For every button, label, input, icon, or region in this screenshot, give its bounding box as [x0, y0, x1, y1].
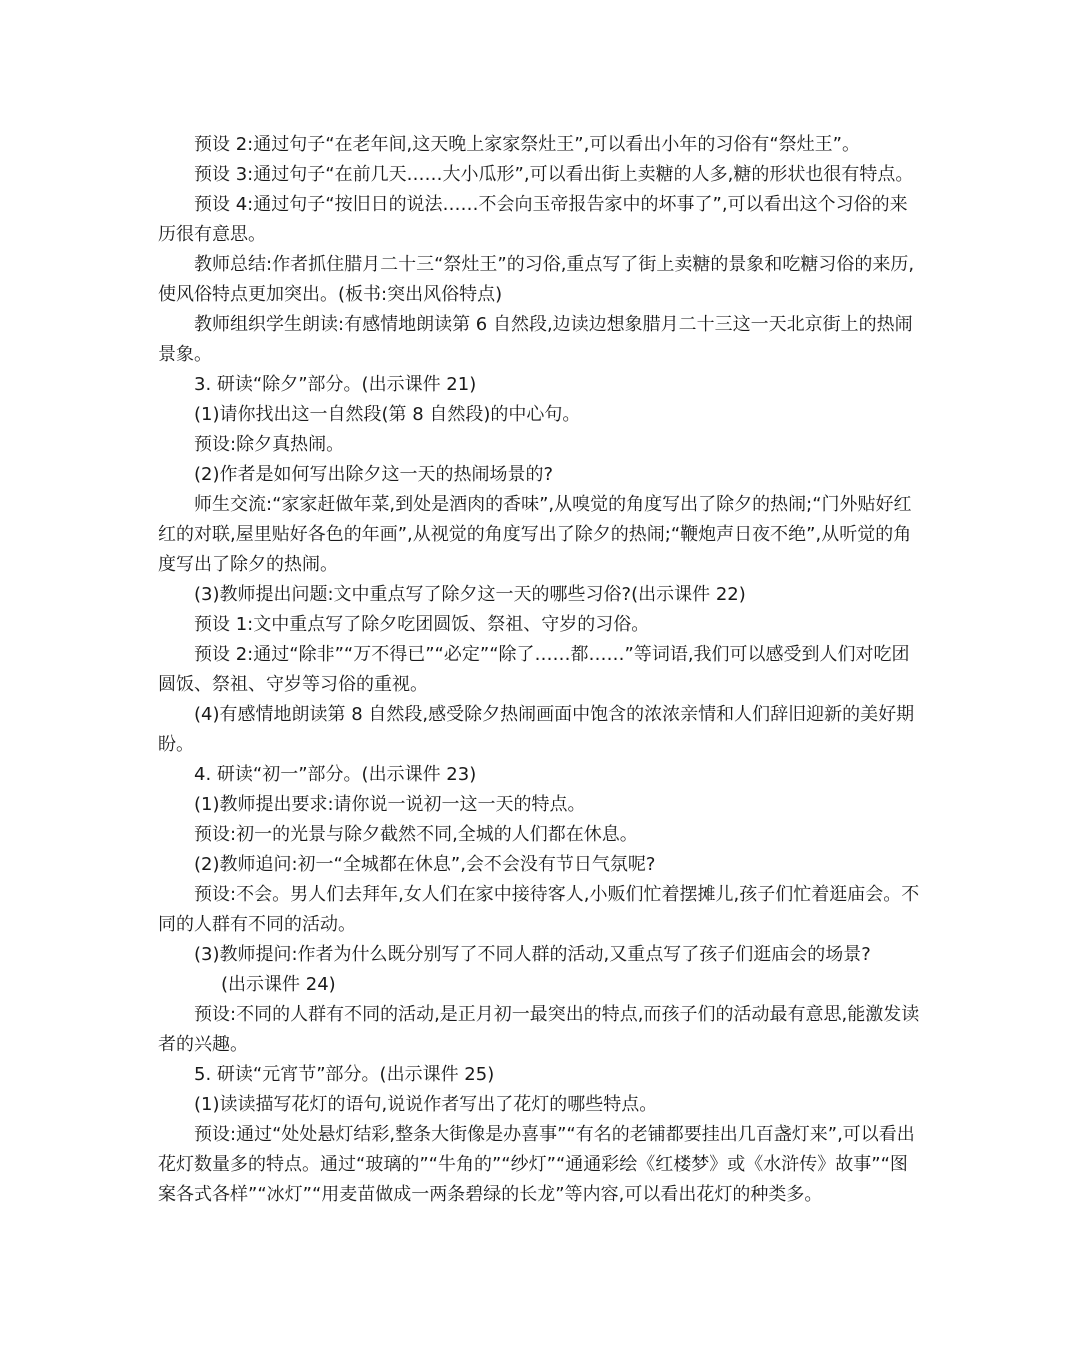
- paragraph-teacher-summary: 教师总结:作者抓住腊月二十三“祭灶王”的习俗,重点写了街上卖糖的景象和吃糖习俗的来历,使风俗特点更加突出。(板书:突出风俗特点): [158, 254, 915, 305]
- document-body: [158, 130, 922, 1210]
- paragraph-first-day-preset-3: 预设:不同的人群有不同的活动,是正月初一最突出的特点,而孩子们的活动最有意思,能激发读者的兴趣。: [158, 1004, 920, 1055]
- paragraph-first-day-preset-1: 预设:初一的光景与除夕截然不同,全城的人们都在休息。: [194, 824, 638, 845]
- section-heading-new-years-eve: 3. 研读“除夕”部分。(出示课件 21): [194, 374, 477, 395]
- paragraph-first-day-question-2: (2)教师追问:初一“全城都在休息”,会不会没有节日气氛呢?: [194, 854, 656, 875]
- paragraph-lantern-preset: 预设:通过“处处悬灯结彩,整条大街像是办喜事”“有名的老铺都要挂出几百盏灯来”,可以看出花灯数量多的特点。通过“玻璃的”“牛角的”“纱灯”“通通彩绘《红楼梦》或《水浒传》故事”“图案各式各样”“冰灯”“用麦苗做成一两条碧绿的长龙”等内容,可以看出花灯的种类多。: [158, 1124, 915, 1205]
- paragraph-preset-2-kitchen-god: 预设 2:通过句子“在老年间,这天晚上家家祭灶王”,可以看出小年的习俗有“祭灶王”。: [194, 134, 860, 155]
- section-heading-lantern-festival: 5. 研读“元宵节”部分。(出示课件 25): [194, 1064, 495, 1085]
- paragraph-preset-3-candy-sellers: 预设 3:通过句子“在前几天……大小瓜形”,可以看出街上卖糖的人多,糖的形状也很有特点。: [194, 164, 914, 185]
- paragraph-preset-1-customs: 预设 1:文中重点写了除夕吃团圆饭、祭祖、守岁的习俗。: [194, 614, 650, 635]
- paragraph-question-4: (4)有感情地朗读第 8 自然段,感受除夕热闹画面中饱含的浓浓亲情和人们辞旧迎新的美好期盼。: [158, 704, 915, 755]
- paragraph-teacher-reading: 教师组织学生朗读:有感情地朗读第 6 自然段,边读边想象腊月二十三这一天北京街上的热闹景象。: [158, 314, 913, 365]
- paragraph-preset-4-custom-origin: 预设 4:通过句子“按旧日的说法……不会向玉帝报告家中的坏事了”,可以看出这个习俗的来历很有意思。: [158, 194, 908, 245]
- paragraph-question-1: (1)请你找出这一自然段(第 8 自然段)的中心句。: [194, 404, 581, 425]
- paragraph-first-day-question-1: (1)教师提出要求:请你说一说初一这一天的特点。: [194, 794, 586, 815]
- paragraph-question-2: (2)作者是如何写出除夕这一天的热闹场景的?: [194, 464, 554, 485]
- paragraph-discussion: 师生交流:“家家赶做年菜,到处是酒肉的香味”,从嗅觉的角度写出了除夕的热闹;“门外贴好红红的对联,屋里贴好各色的年画”,从视觉的角度写出了除夕的热闹;“鞭炮声日夜不绝”,从听觉的角度写出了除夕的热闹。: [158, 494, 912, 575]
- paragraph-first-day-question-3: (3)教师提问:作者为什么既分别写了不同人群的活动,又重点写了孩子们逛庙会的场景?: [194, 944, 871, 965]
- paragraph-first-day-preset-2: 预设:不会。男人们去拜年,女人们在家中接待客人,小贩们忙着摆摊儿,孩子们忙着逛庙会。不同的人群有不同的活动。: [158, 884, 920, 935]
- paragraph-preset-2-words: 预设 2:通过“除非”“万不得已”“必定”“除了……都……”等词语,我们可以感受到人们对吃团圆饭、祭祖、守岁等习俗的重视。: [158, 644, 910, 695]
- paragraph-courseware-24: (出示课件 24): [221, 974, 336, 995]
- paragraph-lantern-question-1: (1)读读描写花灯的语句,说说作者写出了花灯的哪些特点。: [194, 1094, 658, 1115]
- paragraph-question-3: (3)教师提出问题:文中重点写了除夕这一天的哪些习俗?(出示课件 22): [194, 584, 746, 605]
- paragraph-preset-lively: 预设:除夕真热闹。: [194, 434, 345, 455]
- section-heading-first-day: 4. 研读“初一”部分。(出示课件 23): [194, 764, 477, 785]
